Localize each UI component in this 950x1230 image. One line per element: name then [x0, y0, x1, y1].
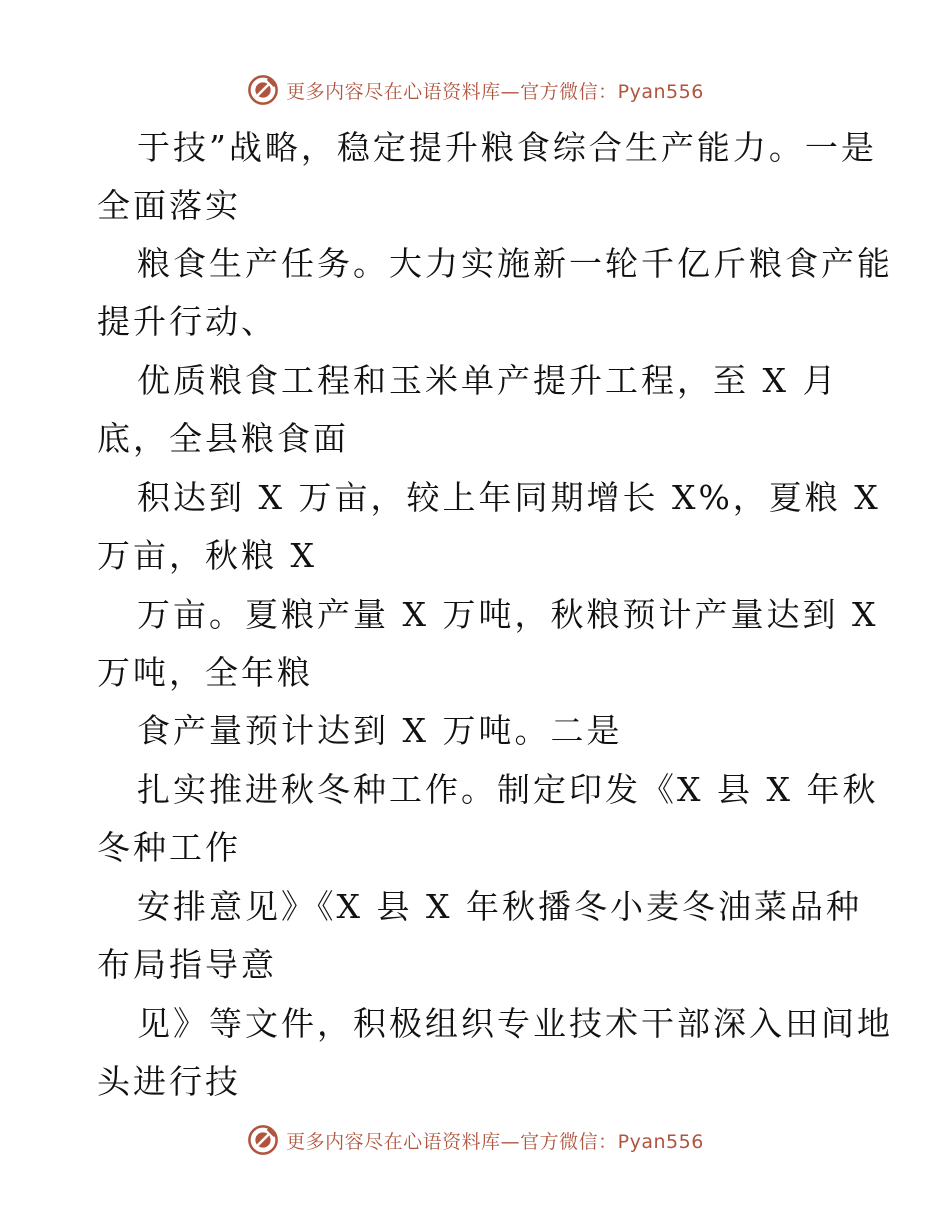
body-line: 粮食生产任务。大力实施新一轮千亿斤粮食产能	[137, 244, 893, 283]
body-line: 全面落实	[97, 186, 241, 225]
footer-banner-text: 更多内容尽在心语资料库—官方微信：Pyan556	[286, 1130, 704, 1153]
seal-logo-icon	[246, 1123, 280, 1157]
header-banner-text: 更多内容尽在心语资料库—官方微信：Pyan556	[286, 80, 704, 103]
body-line: 底，全县粮食面	[97, 419, 349, 458]
footer-banner	[0, 1120, 950, 1160]
body-line: 万吨，全年粮	[97, 653, 313, 692]
body-line: 头进行技	[97, 1062, 241, 1101]
body-line: 积达到 X 万亩，较上年同期增长 X%，夏粮 X	[137, 478, 881, 517]
body-line: 万亩，秋粮 X	[97, 536, 317, 575]
body-line: 万亩。夏粮产量 X 万吨，秋粮预计产量达到 X	[137, 595, 879, 634]
body-line: 扎实推进秋冬种工作。制定印发《X 县 X 年秋	[137, 770, 879, 809]
body-line: 食产量预计达到 X 万吨。二是	[137, 711, 623, 750]
body-line: 于技”战略，稳定提升粮食综合生产能力。一是	[137, 128, 877, 167]
body-line: 优质粮食工程和玉米单产提升工程，至 X 月	[137, 361, 839, 400]
body-line: 安排意见》《X 县 X 年秋播冬小麦冬油菜品种	[137, 887, 862, 926]
body-line: 提升行动、	[97, 302, 277, 341]
body-line: 见》等文件，积极组织专业技术干部深入田间地	[137, 1004, 893, 1043]
body-line: 布局指导意	[97, 945, 277, 984]
body-line: 冬种工作	[97, 828, 241, 867]
